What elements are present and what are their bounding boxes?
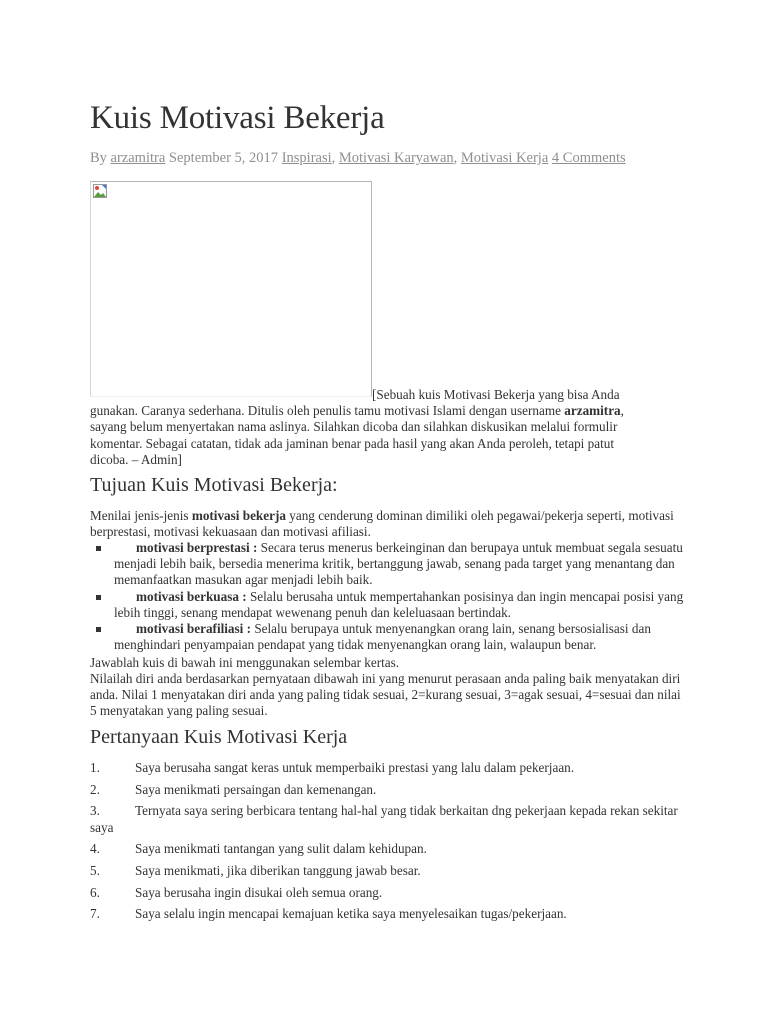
intro-bold-term: motivasi bekerja: [191, 508, 286, 523]
square-bullet-icon: [96, 627, 101, 632]
question-number: 5.: [90, 863, 100, 879]
list-item: [90, 803, 680, 835]
bullet-term: motivasi berkuasa :: [136, 588, 247, 604]
by-label: By: [90, 150, 107, 166]
section-heading-tujuan: Tujuan Kuis Motivasi Bekerja:: [90, 474, 338, 496]
intro-text: Menilai jenis-jenis: [90, 508, 192, 523]
question-text: Saya menikmati persaingan dan kemenangan.: [135, 781, 377, 797]
bullet-text: Selalu berusaha untuk mempertahankan posisinya dan ingin mencapai posisi yang lebih tinggi, senang mendapat wewenang penuh dan keleluasaan bertindak.: [114, 588, 684, 620]
caption-text: [Sebuah kuis Motivasi Bekerja yang bisa Anda gunakan. Caranya sederhana. Ditulis oleh penulis tamu motivasi Islami dengan username: [90, 387, 620, 419]
question-number: 1.: [90, 760, 100, 775]
list-item: [90, 760, 680, 776]
square-bullet-icon: [96, 546, 101, 551]
question-number: 3.: [90, 803, 100, 819]
broken-image-icon: [93, 184, 107, 198]
bullet-text: Selalu berupaya untuk menyenangkan orang lain, senang bersosialisasi dan menghindari penyampaian pendapat yang tidak menyenangkan orang lain, walaupun benar.: [114, 621, 651, 653]
post-date: September 5, 2017: [168, 150, 279, 166]
image-caption: [90, 387, 650, 468]
question-text: Saya berusaha sangat keras untuk memperbaiki prestasi yang lalu dalam pekerjaan.: [135, 760, 575, 775]
category-link-motivasi-kerja[interactable]: Motivasi Kerja: [460, 150, 549, 166]
instruction-line: Jawablah kuis di bawah ini menggunakan selembar kertas.: [90, 655, 400, 670]
category-link-motivasi-karyawan[interactable]: Motivasi Karyawan: [338, 150, 454, 166]
list-item: [90, 540, 690, 589]
comments-link[interactable]: 4 Comments: [551, 150, 626, 166]
category-separator: ,: [453, 150, 458, 166]
question-text: Saya menikmati, jika diberikan tanggung jawab besar.: [135, 863, 421, 879]
question-number: 2.: [90, 781, 100, 797]
square-bullet-icon: [96, 595, 101, 600]
question-text: Ternyata saya sering berbicara tentang hal-hal yang tidak berkaitan dng pekerjaan kepada rekan sekitar saya: [90, 803, 678, 835]
motivation-types-list: [90, 540, 690, 653]
list-item: [90, 863, 680, 879]
question-number: 6.: [90, 884, 100, 900]
bullet-text: Secara terus menerus berkeinginan dan berupaya untuk membuat segala sesuatu menjadi lebih baik, bersedia menerima kritik, bertanggung jawab, senang pada target yang menantang dan memanfaatkan masukan agar menjadi lebih baik.: [114, 540, 683, 588]
intro-text-end: yang cenderung dominan dimiliki oleh pegawai/pekerja seperti, motivasi berprestasi, motivasi kekuasaan dan motivasi afiliasi.: [90, 508, 674, 540]
category-separator: ,: [331, 150, 336, 166]
category-link-inspirasi[interactable]: Inspirasi: [281, 150, 332, 166]
question-number: 7.: [90, 906, 100, 922]
bullet-term: motivasi berafiliasi :: [136, 621, 252, 637]
caption-text-end: , sayang belum menyertakan nama aslinya. Silahkan dicoba dan silahkan diskusikan melalui formulir komentar. Sebagai catatan, tidak ada jaminan benar pada hasil yang akan Anda peroleh, tetapi patut dicoba. – Admin]: [90, 403, 624, 467]
post-meta: [90, 150, 626, 167]
list-item: [90, 782, 680, 798]
question-text: Saya menikmati tantangan yang sulit dalam kehidupan.: [135, 841, 427, 857]
list-item: [90, 589, 690, 621]
instruction-paragraph: Nilailah diri anda berdasarkan pernyataan dibawah ini yang menurut perasaan anda paling baik menyatakan diri anda. Nilai 1 menyatakan diri anda yang paling tidak sesuai, 2=kurang sesuai, 3=agak sesuai, 4=sesuai dan nilai 5 menyatakan yang paling sesuai.: [90, 671, 681, 719]
broken-image: [90, 181, 372, 397]
list-item: [90, 621, 690, 653]
intro-paragraph: [90, 508, 690, 540]
list-item: [90, 906, 680, 922]
list-item: [90, 885, 680, 901]
bullet-term: motivasi berprestasi :: [136, 540, 258, 555]
list-item: [90, 841, 680, 857]
question-text: Saya selalu ingin mencapai kemajuan ketika saya menyelesaikan tugas/pekerjaan.: [135, 906, 567, 922]
questions-list: [90, 760, 680, 928]
page-title: Kuis Motivasi Bekerja: [90, 100, 385, 136]
caption-username: arzamitra: [564, 403, 621, 419]
question-text: Saya berusaha ingin disukai oleh semua orang.: [135, 884, 383, 900]
question-number: 4.: [90, 841, 100, 857]
author-link[interactable]: arzamitra: [110, 150, 166, 166]
section-heading-pertanyaan: Pertanyaan Kuis Motivasi Kerja: [90, 726, 348, 748]
